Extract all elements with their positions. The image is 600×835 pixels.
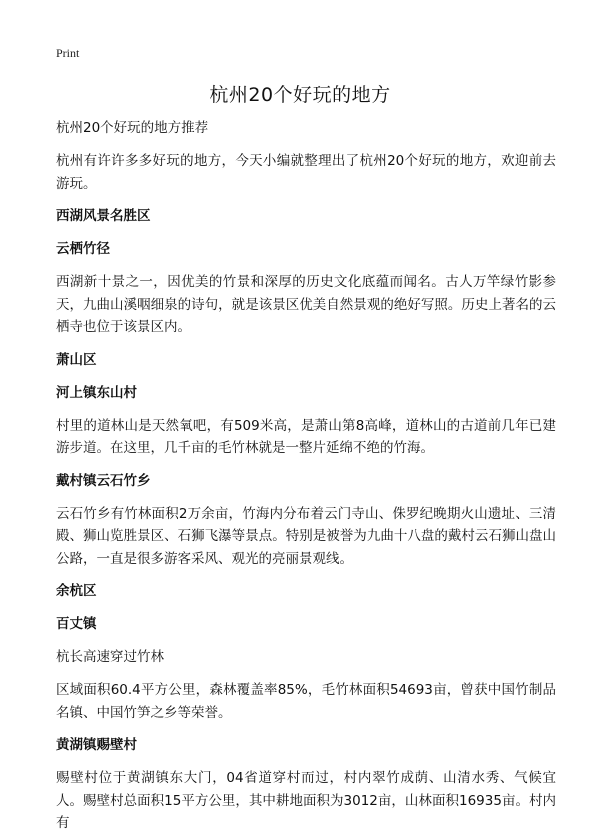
spot-heading-yunshi: 戴村镇云石竹乡 xyxy=(56,472,151,489)
article-subtitle: 杭州20个好玩的地方推荐 xyxy=(56,120,209,136)
spot-paragraph: 区域面积60.4平方公里，森林覆盖率85%，毛竹林面积54693亩，曾获中国竹制品名镇、中国竹笋之乡等荣誉。 xyxy=(56,682,556,721)
spot-heading-baizhang: 百丈镇 xyxy=(56,616,97,632)
spot-heading-dongshan: 河上镇东山村 xyxy=(56,384,137,401)
intro-paragraph: 杭州有许许多多好玩的地方，今天小编就整理出了杭州20个好玩的地方，欢迎前去游玩。 xyxy=(56,153,556,192)
page-title: 杭州20个好玩的地方 xyxy=(209,84,391,106)
spot-paragraph: 杭长高速穿过竹林 xyxy=(56,649,164,665)
region-heading-xihu: 西湖风景名胜区 xyxy=(56,208,151,224)
spot-heading-cibi: 黄湖镇赐壁村 xyxy=(56,737,137,753)
region-heading-xiaoshan: 萧山区 xyxy=(56,351,97,368)
article-body xyxy=(56,117,556,835)
region-heading-yuhang: 余杭区 xyxy=(56,583,97,599)
spot-paragraph: 西湖新十景之一，因优美的竹景和深厚的历史文化底蕴而闻名。古人万竿绿竹影参天，九曲山溪咽细泉的诗句，就是该景区优美自然景观的绝好写照。历史上著名的云栖寺也位于该景区内。 xyxy=(56,274,556,335)
print-link[interactable]: Print xyxy=(56,46,80,60)
spot-paragraph: 云石竹乡有竹林面积2万余亩，竹海内分布着云门寺山、侏罗纪晚期火山遗址、三清殿、狮山览胜景区、石狮飞瀑等景点。特别是被誉为九曲十八盘的戴村云石狮山盘山公路，一直是很多游客采风、观光的亮丽景观线。 xyxy=(56,505,556,567)
spot-paragraph: 赐壁村位于黄湖镇东大门，04省道穿村而过，村内翠竹成荫、山清水秀、气候宜人。赐壁村总面积15平方公里，其中耕地面积为3012亩，山林面积16935亩。村内有 xyxy=(56,770,556,831)
spot-paragraph: 村里的道林山是天然氧吧，有509米高，是萧山第8高峰，道林山的古道前几年已建游步道。在这里，几千亩的毛竹林就是一整片延绵不绝的竹海。 xyxy=(56,417,556,456)
spot-heading-yunqi: 云栖竹径 xyxy=(56,241,110,257)
